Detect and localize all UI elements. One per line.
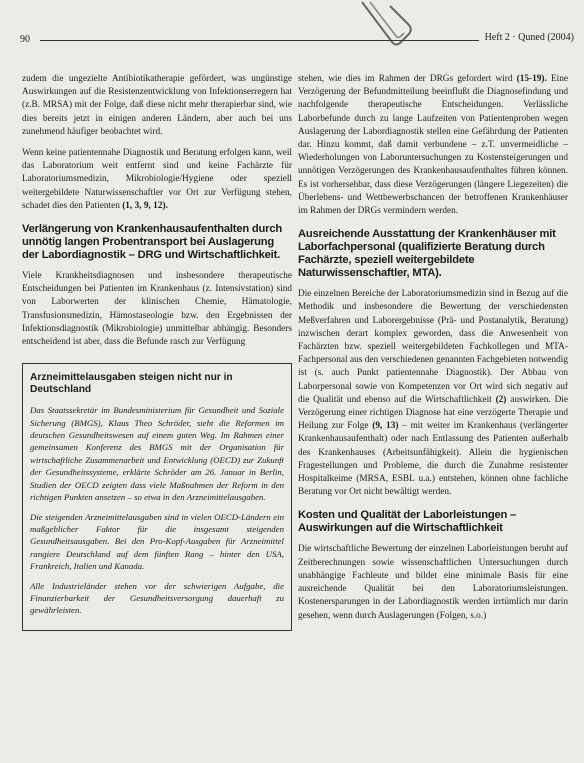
body-paragraph: stehen, wie dies im Rahmen der DRGs gefordert wird (15-19). Eine Verzögerung der Befundmitteilung beeinflußt die Diagnosefindung und nachfolgende therapeutische Entscheidungen. Verlässliche Laborbefunde durch zu lange Laufzeiten von Patientenproben wegen Auslagerung der Labordiagnostik stellen eine Gefährdung der Patienten dar. Hinzu kommt, daß damit verbundene – z.T. unvermeidliche – Wiederholungen von Laboruntersuchungen zu Kostensteigerungen und unnötigen Verzögerungen des Krankenhausaufenthaltes führen können. Es ist vorhersehbar, dass diese Verzögerungen (längere Liegezeiten) die Überlebens- und Wettbewerbschancen der betroffenen Krankenhäuser im Rahmen der DRGs vermindern werden. xyxy=(298,74,568,217)
journal-reference: Heft 2 · Quned (2004) xyxy=(479,32,574,43)
left-column xyxy=(22,73,292,631)
info-box-paragraph: Die steigenden Arzneimittelausgaben sind in vielen OECD-Ländern ein maßgeblicher Faktor für die insgesamt steigenden Gesundheitsausgaben. Bei den Pro-Kopf-Ausgaben für Arzneimittel rangiere Deutschland auf dem fünften Rang – hinter den USA, Frankreich, Italien und Kanada. xyxy=(30,511,284,572)
section-heading: Kosten und Qualität der Laborleistungen – Auswirkungen auf die Wirtschaftlichkeit xyxy=(298,509,517,535)
reference-citation: (9, 13) xyxy=(372,421,399,432)
body-paragraph: Die einzelnen Bereiche der Laboratoriumsmedizin sind in Bezug auf die Methodik und insbesondere die Bewertung der verschiedensten Meßverfahren und Laborergebnisse (Prä- und Postanalytik, Beratung) inzwischen derart komplex geworden, dass die Anwesenheit von Fachärzten bzw. speziell weitergebildeten Fachkollegen und MTA-Fachpersonal aus den verschiedenen genannten Fachgebieten notwendig ist (s. auch Punkt patientennahe Diagnostik). Der Abbau von Laborpersonal sowie von Kompetenzen vor Ort wird sich negativ auf die Qualität und ebenso auf die Wirtschaftlichkeit (2) auswirken. Die Verzögerung einer richtigen Diagnose hat eine verzögerte Therapie und Heilung zur Folge (9, 13) – mit weiter im Krankenhaus (verlängerter Krankenhausaufenthalt) oder nach Entlassung des Patienten außerhalb des Krankenhauses (Arbeitsunfähigkeit). Allein die hygienischen Fragestellungen und Probleme, die durch die Zunahme resistenter Hospitalkeime (MRSA, ESBL u.a.) entstehen, können ohne fachliche Beratung vor Ort nicht bewältigt werden. xyxy=(298,289,569,498)
info-box-paragraph: Das Staatssekretär im Bundesministerium für Gesundheit und Soziale Sicherung (BMGS), Klaus Theo Schröder, sieht die Reformen im deutschen Gesundheitswesen auf einem guten Weg. Im Rahmen einer gemeinsamen Konferenz des BMGS mit der Organisation für wirtschaftliche Zusammenarbeit und Entwicklung (OECD) zur Zukunft der Gesundheitssysteme, erklärte Schröder am 26. Januar in Berlin, Studien der OECD zeigten dass viele Maßnahmen der Reform in den richtigen Punkten ansetzen – so etwa in den Arzneimittelausgaben. xyxy=(30,405,284,503)
reference-citation: (2) xyxy=(495,394,507,405)
body-paragraph: Wenn keine patientennahe Diagnostik und Beratung erfolgen kann, weil das Laboratorium weit entfernt sind und keine Fachärzte für Laboratoriumsmedizin, Mikrobiologie/Hygiene oder speziell weitergebildete Naturwissenschaftler vor Ort zur Verfügung stehen, schadet dies den Patienten (1, 3, 9, 12). xyxy=(22,148,292,211)
reference-citation: (15-19). xyxy=(516,74,547,84)
page-number: 90 xyxy=(20,34,30,45)
reference-citation: (1, 3, 9, 12). xyxy=(122,200,168,211)
info-box-paragraph: Alle Industrieländer stehen vor der schwierigen Aufgabe, die Finanzierbarkeit der Gesundheitsversorgung dauerhaft zu gewährleisten. xyxy=(30,580,284,616)
info-box-title: Arzneimittelausgaben steigen nicht nur in Deutschland xyxy=(30,372,233,396)
section-heading: Ausreichende Ausstattung der Krankenhäuser mit Laborfachpersonal (qualifizierte Beratung durch Fachärzte, speziell weitergebildete Naturwissenschaftler, MTA). xyxy=(298,228,556,280)
body-paragraph: Die wirtschaftliche Bewertung der einzelnen Laborleistungen beruht auf Zeitberechnungen sowie wissenschaftlichen Untersuchungen durch unabhängige Fachleute und bildet eine minimale Basis für eine ausreichende Qualität bei den Laboratoriumsleistungen. Kostenersparungen in der Labordiagnostik werden irrtümlich nur darin gesehen, wenn durch Auslagerungen (Folgen, s.o.) xyxy=(298,544,568,621)
body-paragraph: zudem die ungezielte Antibiotikatherapie gefördert, was ungünstige Auswirkungen auf die Resistenzentwicklung von Infektionserregern hat (z.B. MRSA) mit der Folge, daß diese nicht mehr therapierbar sind, wie dies bereits jetzt in einigen anderen Ländern, aber auch bei uns zunehmend häufiger beobachtet wird. xyxy=(22,74,292,137)
body-paragraph: Viele Krankheitsdiagnosen und insbesondere therapeutische Entscheidungen bei Patienten im Krankenhaus (z. Intensivstation) sind von Laborwerten der klinischen Chemie, Hämatologie, Transfusionsmedizin, Hämostaseologie bzw. den Ergebnissen der Infektionsdiagnostik (Mikrobiologie) unmittelbar abhängig. Besonders entscheidend ist aber, dass die Befunde rasch zur Verfügung xyxy=(22,271,292,348)
info-box xyxy=(22,363,292,631)
section-heading: Verlängerung von Krankenhausaufenthalten durch unnötig langen Probentransport bei Auslagerung der Labordiagnostik – DRG und Wirtschaftlichkeit. xyxy=(22,223,282,262)
right-column xyxy=(298,73,568,631)
